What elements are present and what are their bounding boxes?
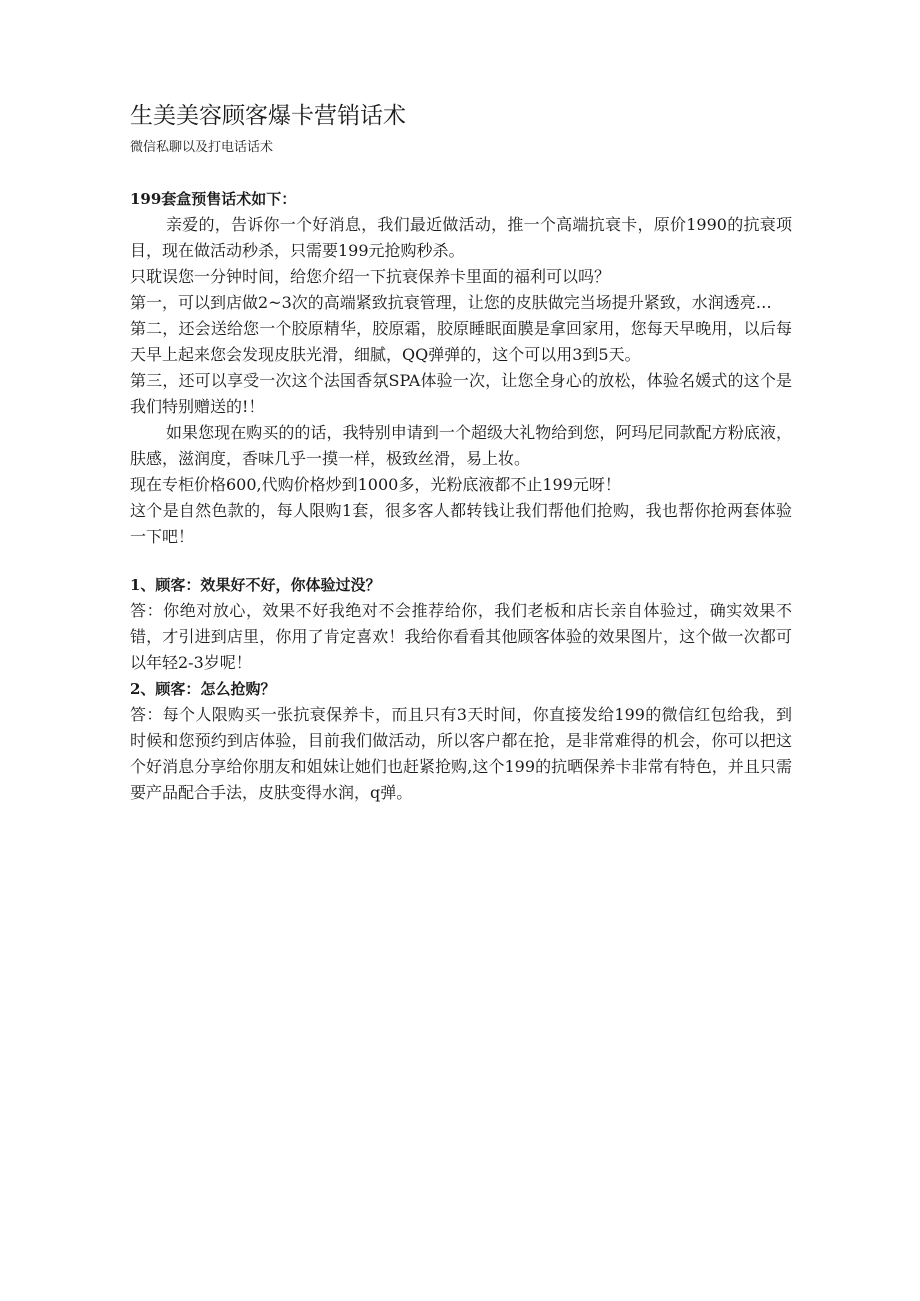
paragraph-benefit-1: 第一，可以到店做2~3次的高端紧致抗衰管理，让您的皮肤做完当场提升紧致，水润透亮… (130, 293, 772, 312)
qa-answer-2: 答：每个人限购买一张抗衰保养卡，而且只有3天时间，你直接发给199的微信红包给我，到时候和您预约到店体验，目前我们做活动，所以客户都在抢，是非常难得的机会，你可以把这个好消息分享给你朋友和姐妹让她们也赶紧抢购,这个199的抗晒保养卡非常有特色，并且只需要产品配合手法，皮肤变得水润，q弹。 (130, 705, 792, 802)
paragraph-ask: 只耽误您一分钟时间，给您介绍一下抗衰保养卡里面的福利可以吗？ (130, 267, 611, 286)
paragraph-benefit-2: 第二，还会送给您一个胶原精华，胶原霜，胶原睡眠面膜是拿回家用，您每天早晚用，以后每天早上起来您会发现皮肤光滑，细腻，QQ弹弹的，这个可以用3到5天。 (130, 319, 792, 364)
spacer (130, 158, 792, 186)
qa-answer-1: 答：你绝对放心，效果不好我绝对不会推荐给你，我们老板和店长亲自体验过，确实效果不错，才引进到店里，你用了肯定喜欢！我给你看看其他顾客体验的效果图片，这个做一次都可以年轻2-3岁呢！ (130, 601, 792, 672)
paragraph-intro: 亲爱的，告诉你一个好消息，我们最近做活动，推一个高端抗衰卡，原价1990的抗衰项目，现在做活动秒杀，只需要199元抢购秒杀。 (130, 215, 792, 260)
paragraph-price: 现在专柜价格600,代购价格炒到1000多，光粉底液都不止199元呀！ (130, 475, 621, 494)
document-page (130, 96, 792, 806)
qa-question-2: 2、顾客：怎么抢购？ (130, 680, 276, 698)
document-subtitle: 微信私聊以及打电话话术 (130, 140, 274, 155)
paragraph-gift: 如果您现在购买的的话，我特别申请到一个超级大礼物给到您，阿玛尼同款配方粉底液，肤感，滋润度，香味几乎一摸一样，极致丝滑，易上妆。 (130, 423, 792, 468)
section-heading: 199套盒预售话术如下： (130, 190, 297, 208)
spacer (130, 550, 792, 572)
paragraph-limit: 这个是自然色款的，每人限购1套，很多客人都转钱让我们帮他们抢购，我也帮你抢两套体验一下吧！ (130, 501, 792, 546)
document-title: 生美美容顾客爆卡营销话术 (130, 103, 406, 129)
qa-question-1: 1、顾客：效果好不好，你体验过没？ (130, 576, 381, 594)
paragraph-benefit-3: 第三，还可以享受一次这个法国香氛SPA体验一次，让您全身心的放松，体验名媛式的这个是我们特别赠送的!！ (130, 371, 792, 416)
